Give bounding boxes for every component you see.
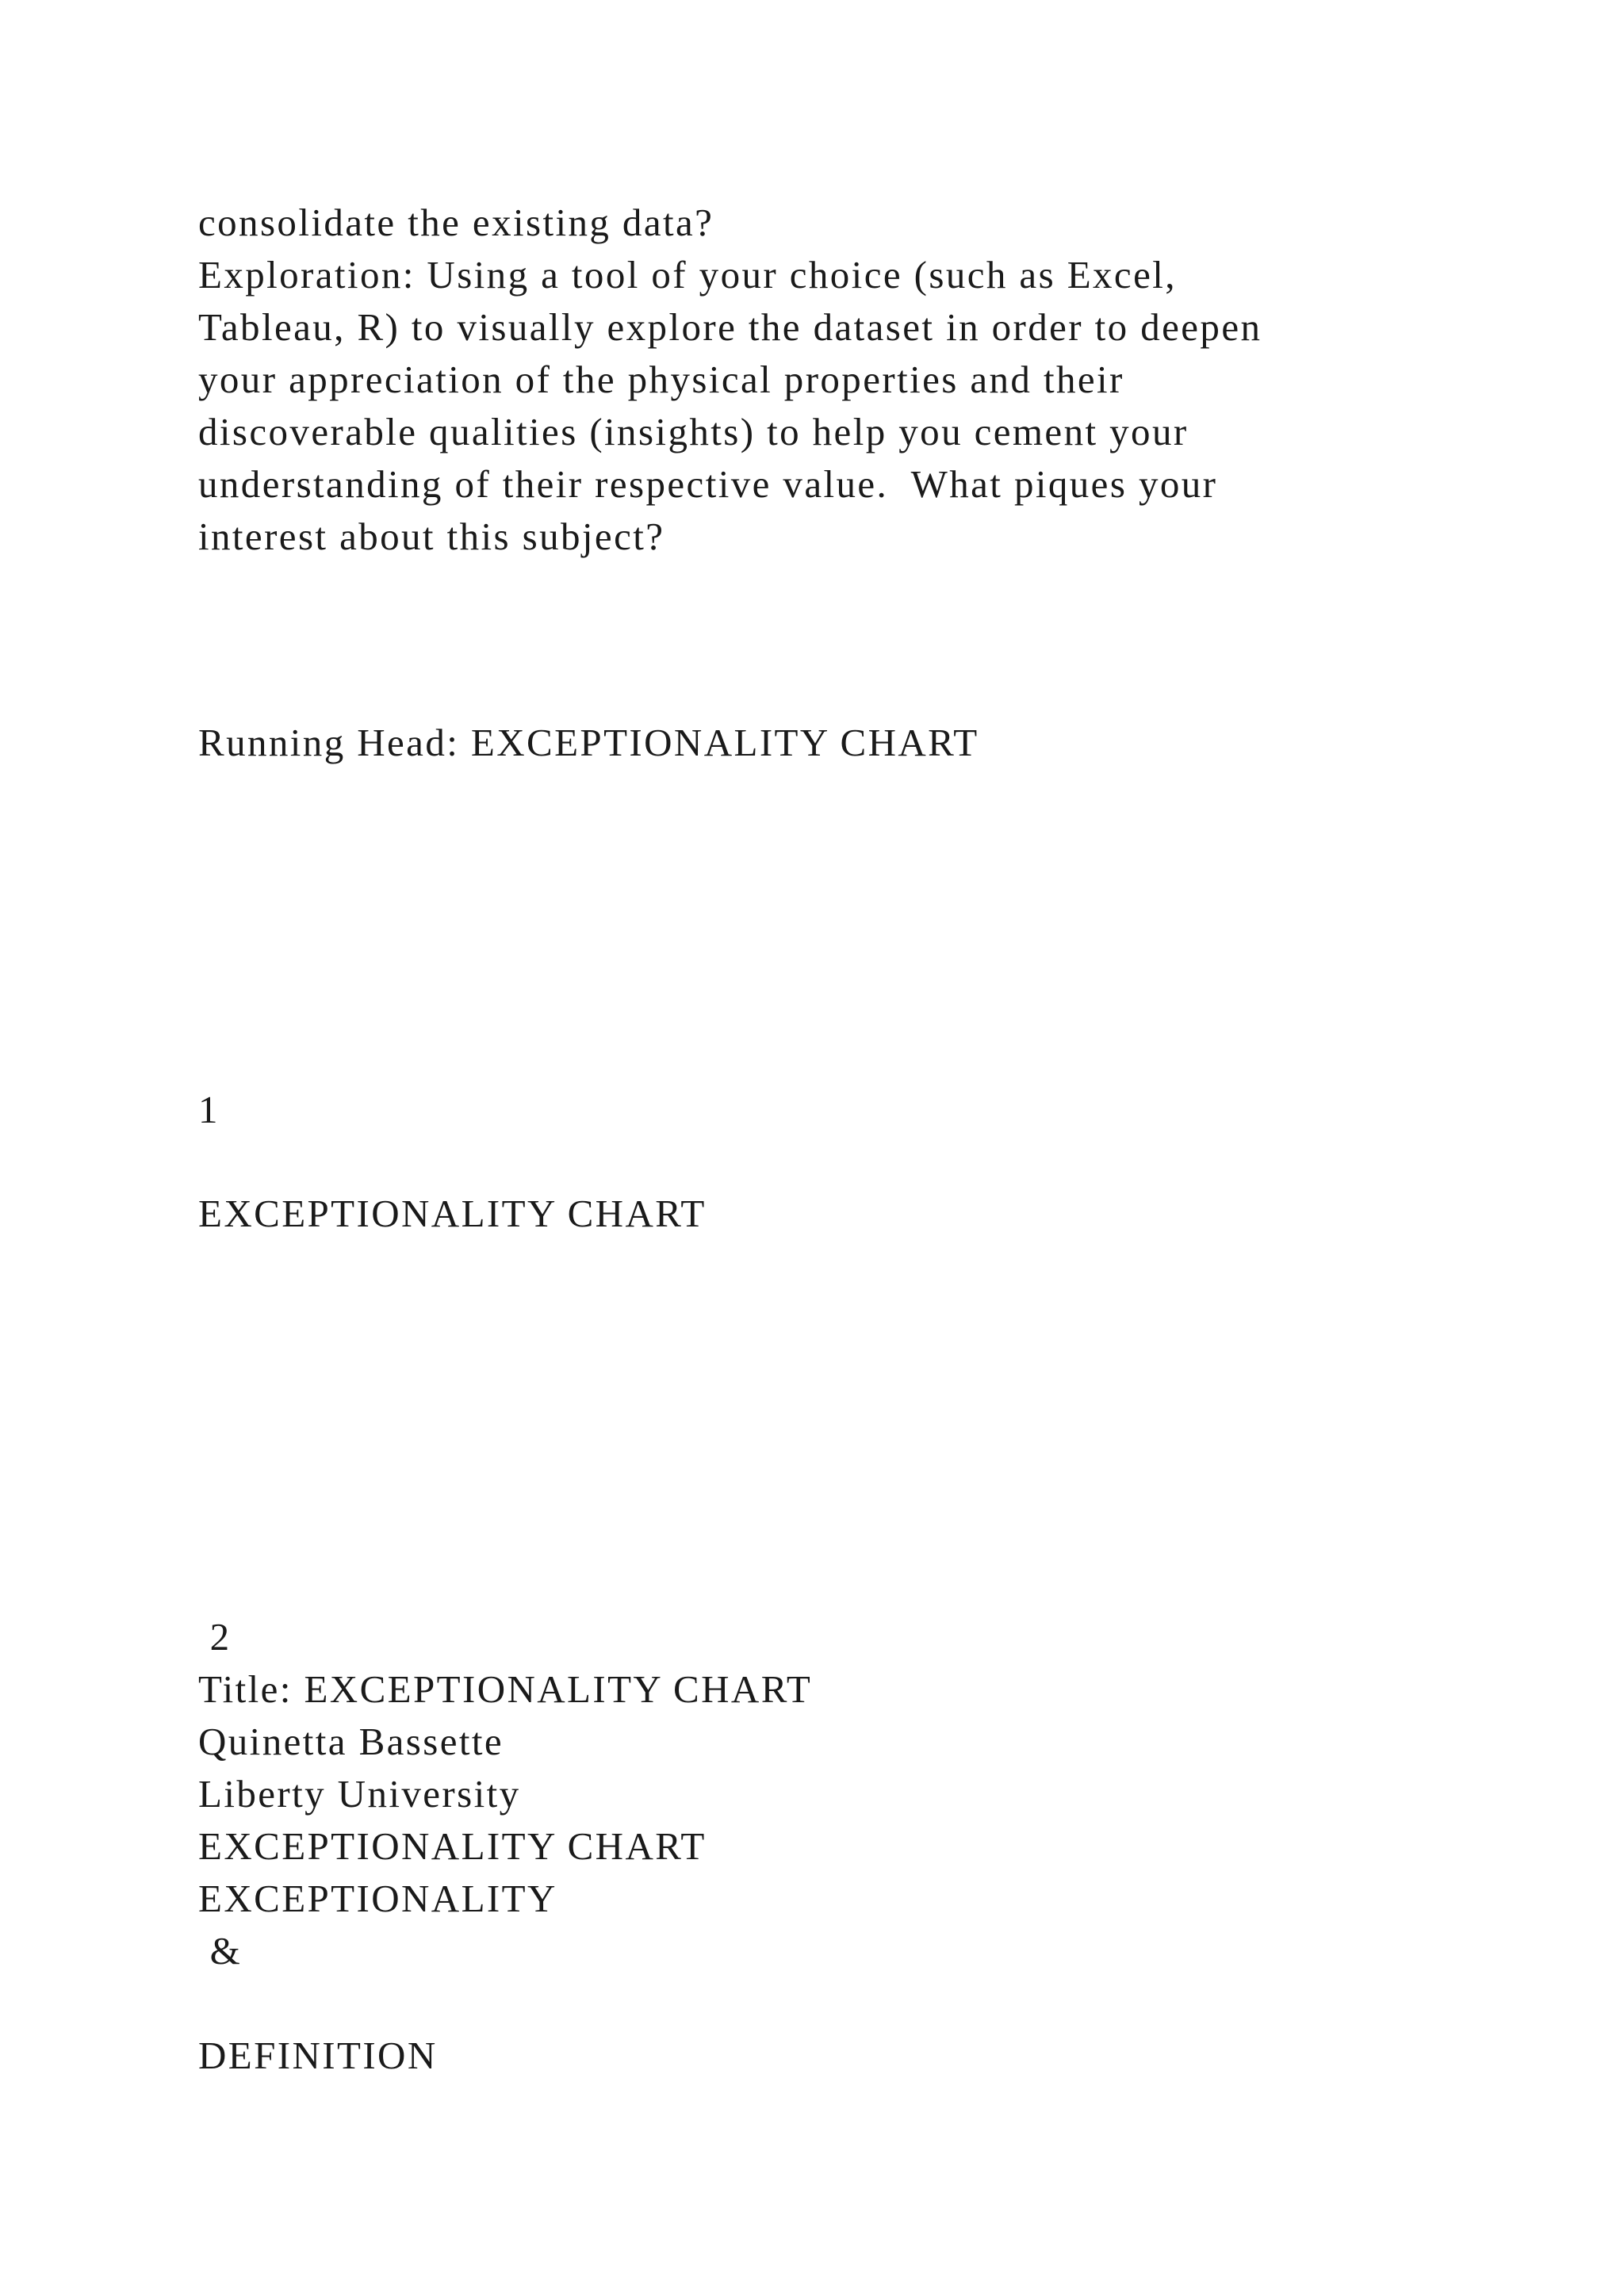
body-text-line: consolidate the existing data? (198, 201, 714, 244)
page-number: 1 (198, 1088, 220, 1131)
page-number: 2 (198, 1615, 232, 1659)
running-head: Running Head: EXCEPTIONALITY CHART (198, 721, 979, 764)
chart-title: EXCEPTIONALITY CHART (198, 1824, 707, 1868)
body-text-line: understanding of their respective value. What piques your (198, 462, 1218, 506)
body-text-line: Exploration: Using a tool of your choice (such as Excel, (198, 253, 1177, 297)
page-header-title: EXCEPTIONALITY CHART (198, 1192, 707, 1235)
author-name: Quinetta Bassette (198, 1720, 504, 1763)
institution-name: Liberty University (198, 1772, 521, 1816)
column-header-definition: DEFINITION (198, 2034, 438, 2077)
ampersand-text: & (198, 1929, 243, 1973)
body-text-line: discoverable qualities (insights) to help you cement your (198, 410, 1189, 453)
column-header-exceptionality: EXCEPTIONALITY (198, 1877, 557, 1920)
title-line: Title: EXCEPTIONALITY CHART (198, 1667, 813, 1711)
body-text-line: Tableau, R) to visually explore the dataset in order to deepen (198, 305, 1262, 349)
body-text-line: interest about this subject? (198, 515, 665, 558)
body-text-line: your appreciation of the physical properties and their (198, 358, 1124, 401)
